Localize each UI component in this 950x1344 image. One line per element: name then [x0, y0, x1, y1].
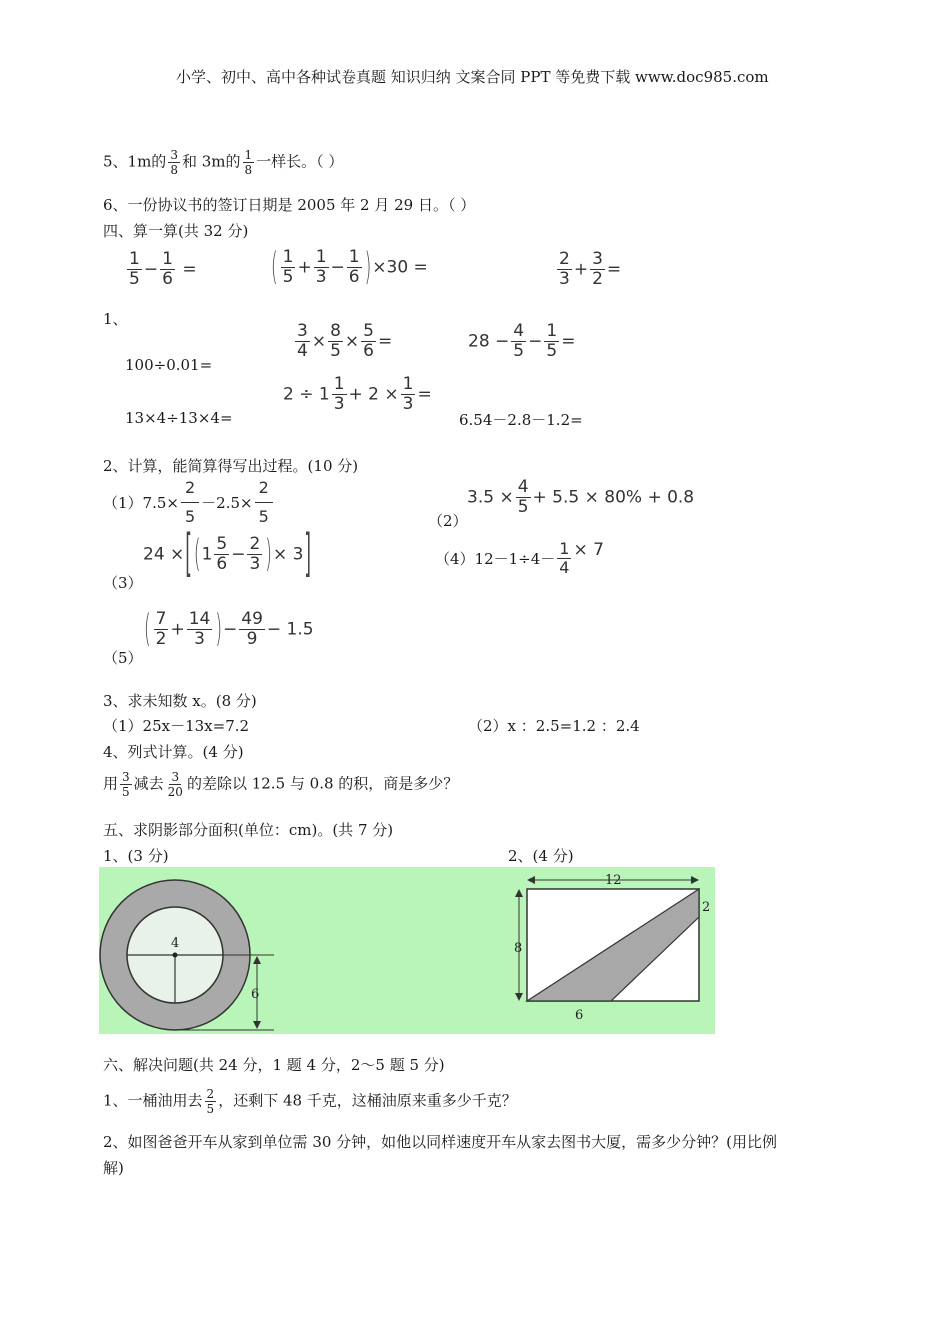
expr-3: $\frac{2}{3}$ + $\frac{3}{2}$ = — [559, 249, 622, 289]
expr-6: 28 − $\frac{4}{5}$ − $\frac{1}{5}$ = — [468, 321, 576, 361]
annulus-diameter-label: 4 — [171, 936, 180, 951]
figure-2-label: 2、(4 分) — [508, 847, 574, 865]
expr-7: 2 ÷ 1 $\frac{1}{3}$ + 2 × $\frac{1}{3}$ = — [283, 374, 432, 414]
expr-4: 100÷0.01= — [125, 356, 213, 374]
rect-bottom-label: 6 — [575, 1008, 584, 1023]
calc-q5-label: （5） — [103, 649, 143, 667]
part1-label: 1、 — [103, 310, 128, 328]
part4-title: 4、列式计算。(4 分) — [103, 743, 244, 761]
calc-q3-label: （3） — [103, 574, 143, 592]
expr-2: ( $\frac{1}{5}$ + $\frac{1}{3}$ − $\frac{1}{6}$ )×30 = — [271, 245, 428, 290]
rect-left-label: 8 — [514, 941, 523, 956]
annulus-height-label: 6 — [251, 987, 260, 1002]
annulus-figure — [99, 867, 299, 1034]
expr-9: 6.54－2.8－1.2= — [459, 411, 583, 429]
expr-1: $\frac{1}{5}$ − $\frac{1}{6}$ = — [129, 249, 197, 289]
section-6-title: 六、解决问题(共 24 分，1 题 4 分，2～5 题 5 分) — [103, 1056, 445, 1074]
calc-q2: 3.5 × $\frac{4}{5}$ + 5.5 × 80% + 0.8 — [467, 477, 695, 517]
rectangle-figure — [505, 867, 715, 1034]
part4-question: 用 $\frac{3}{5}$ 减去 $\frac{3}{20}$ 的差除以 12.5 与 0.8 的积，商是多少？ — [103, 770, 459, 799]
expr-5: $\frac{3}{4}$ × $\frac{8}{5}$ × $\frac{5}{6}$ = — [297, 321, 393, 361]
calc-q1: （1）7.5× $\frac{2}{5}$ －2.5× $\frac{2}{5}$ — [103, 478, 275, 527]
part2-title: 2、计算，能简算得写出过程。(10 分) — [103, 457, 359, 475]
equation-2: （2）x ：2.5=1.2 ：2.4 — [468, 717, 640, 735]
figure-1-label: 1、(3 分) — [103, 847, 169, 865]
calc-q3: 24 ×[ (1 $\frac{5}{6}$ − $\frac{2}{3}$ )× 3] — [143, 524, 312, 585]
part3-title: 3、求未知数 x。(8 分) — [103, 692, 257, 710]
page-header: 小学、初中、高中各种试卷真题 知识归纳 文案合同 PPT 等免费下载 www.doc985.com — [176, 68, 769, 86]
tf-question-6: 6、一份协议书的签订日期是 2005 年 2 月 29 日。（ ） — [103, 196, 476, 214]
problem-2: 2、如图爸爸开车从家到单位需 30 分钟，如他以同样速度开车从家去图书大厦，需多少分钟？(用比例 — [103, 1133, 778, 1151]
equation-1: （1）25x－13x=7.2 — [103, 717, 250, 735]
problem-2-continued: 解) — [103, 1159, 124, 1177]
section-5-title: 五、求阴影部分面积(单位：cm)。(共 7 分) — [103, 821, 394, 839]
problem-1: 1、一桶油用去 $\frac{2}{5}$ ，还剩下 48 千克，这桶油原来重多少千克？ — [103, 1087, 517, 1116]
expr-8: 13×4÷13×4= — [125, 409, 233, 427]
section-4-title: 四、算一算(共 32 分) — [103, 222, 249, 240]
calc-q4: （4）12－1÷4－ $\frac{1}{4}$ × 7 — [435, 539, 604, 577]
tf-question-5: 5、1m的 $\frac{3}{8}$ 和 3m的 $\frac{1}{8}$ 一样长。（ ） — [103, 148, 344, 177]
rect-right-label: 2 — [702, 900, 711, 915]
calc-q2-label: （2） — [428, 512, 468, 530]
calc-q5: ( $\frac{7}{2}$ + $\frac{14}{3}$ )− $\frac{49}{9}$ − 1.5 — [144, 607, 314, 652]
rect-top-label: 12 — [605, 873, 622, 888]
